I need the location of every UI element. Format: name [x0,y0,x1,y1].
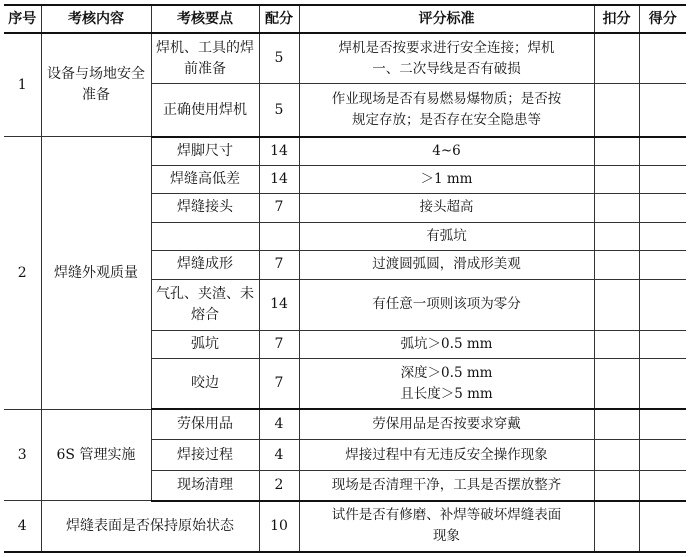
score-cell: 14 [259,279,299,330]
criteria-line: 作业现场是否有易燃易爆物质；是否按 [331,91,562,108]
criteria-cell: 现场是否清理干净，工具是否摆放整齐 [299,470,594,501]
point-cell [151,222,259,250]
criteria-cell: 有弧坑 [299,222,594,250]
point-cell: 焊缝高低差 [151,165,259,193]
score-cell: 7 [259,251,299,279]
criteria-cell [299,359,594,410]
deduct-cell[interactable] [594,359,639,410]
score-cell [259,222,299,250]
criteria-cell: ＞1 mm [299,165,594,193]
score-cell: 7 [259,330,299,358]
deduct-cell[interactable] [594,194,639,222]
header-deduct: 扣分 [594,5,639,33]
deduct-cell[interactable] [594,501,639,552]
criteria-cell: 劳保用品是否按要求穿戴 [299,409,594,440]
point-cell: 气孔、夹渣、未熔合 [151,279,259,330]
criteria-cell [299,501,594,552]
got-cell[interactable] [639,222,686,250]
seq-cell: 2 [4,137,41,410]
criteria-cell [299,84,594,137]
content-cell: 焊缝表面是否保持原始状态 [41,501,259,552]
content-cell: 设备与场地安全准备 [41,33,151,137]
criteria-cell: 4~6 [299,137,594,165]
header-seq: 序号 [4,5,41,33]
got-cell[interactable] [639,501,686,552]
scoring-table [4,4,686,553]
header-criteria: 评分标准 [299,5,594,33]
point-cell: 焊接过程 [151,440,259,471]
score-cell: 10 [259,501,299,552]
score-cell: 7 [259,359,299,410]
table-row [4,137,686,165]
seq-cell: 1 [4,33,41,137]
score-cell: 4 [259,440,299,471]
score-cell: 7 [259,194,299,222]
criteria-cell: 焊接过程中有无违反安全操作现象 [299,440,594,471]
deduct-cell[interactable] [594,440,639,471]
deduct-cell[interactable] [594,222,639,250]
got-cell[interactable] [639,470,686,501]
deduct-cell[interactable] [594,251,639,279]
score-cell: 5 [259,84,299,137]
score-cell: 2 [259,470,299,501]
header-row [4,5,686,33]
header-point: 考核要点 [151,5,259,33]
table-row [4,501,686,552]
criteria-line: 现象 [433,528,460,545]
content-cell: 焊缝外观质量 [41,137,151,410]
criteria-line: 一、二次导线是否有破损 [372,60,521,77]
deduct-cell[interactable] [594,84,639,137]
criteria-cell [299,33,594,84]
content-cell: 6S 管理实施 [41,409,151,501]
criteria-cell: 弧坑＞0.5 mm [299,330,594,358]
point-cell: 现场清理 [151,470,259,501]
got-cell[interactable] [639,33,686,84]
got-cell[interactable] [639,279,686,330]
header-got: 得分 [639,5,686,33]
criteria-line: 试件是否有修磨、补焊等破坏焊缝表面 [331,507,562,524]
score-cell: 5 [259,33,299,84]
deduct-cell[interactable] [594,470,639,501]
deduct-cell[interactable] [594,409,639,440]
point-cell: 焊缝成形 [151,251,259,279]
point-cell: 劳保用品 [151,409,259,440]
criteria-cell: 有任意一项则该项为零分 [299,279,594,330]
criteria-cell: 过渡圆弧圆，滑成形美观 [299,251,594,279]
score-cell: 14 [259,165,299,193]
point-cell: 焊机、工具的焊前准备 [151,33,259,84]
deduct-cell[interactable] [594,330,639,358]
criteria-line: 焊机是否按要求进行安全连接；焊机 [338,39,555,56]
deduct-cell[interactable] [594,137,639,165]
got-cell[interactable] [639,359,686,410]
point-cell: 正确使用焊机 [151,84,259,137]
got-cell[interactable] [639,251,686,279]
criteria-cell: 接头超高 [299,194,594,222]
point-cell: 咬边 [151,359,259,410]
got-cell[interactable] [639,137,686,165]
got-cell[interactable] [639,84,686,137]
seq-cell: 4 [4,501,41,552]
header-content: 考核内容 [41,5,151,33]
got-cell[interactable] [639,194,686,222]
table-row [4,33,686,84]
seq-cell: 3 [4,409,41,501]
deduct-cell[interactable] [594,165,639,193]
point-cell: 弧坑 [151,330,259,358]
criteria-line: 且长度＞5 mm [400,385,493,402]
score-cell: 4 [259,409,299,440]
criteria-line: 深度＞0.5 mm [400,364,493,381]
deduct-cell[interactable] [594,33,639,84]
point-cell: 焊脚尺寸 [151,137,259,165]
deduct-cell[interactable] [594,279,639,330]
got-cell[interactable] [639,165,686,193]
table-row [4,409,686,440]
header-score: 配分 [259,5,299,33]
got-cell[interactable] [639,440,686,471]
got-cell[interactable] [639,330,686,358]
score-cell: 14 [259,137,299,165]
criteria-line: 规定存放；是否存在安全隐患等 [352,112,541,129]
got-cell[interactable] [639,409,686,440]
point-cell: 焊缝接头 [151,194,259,222]
